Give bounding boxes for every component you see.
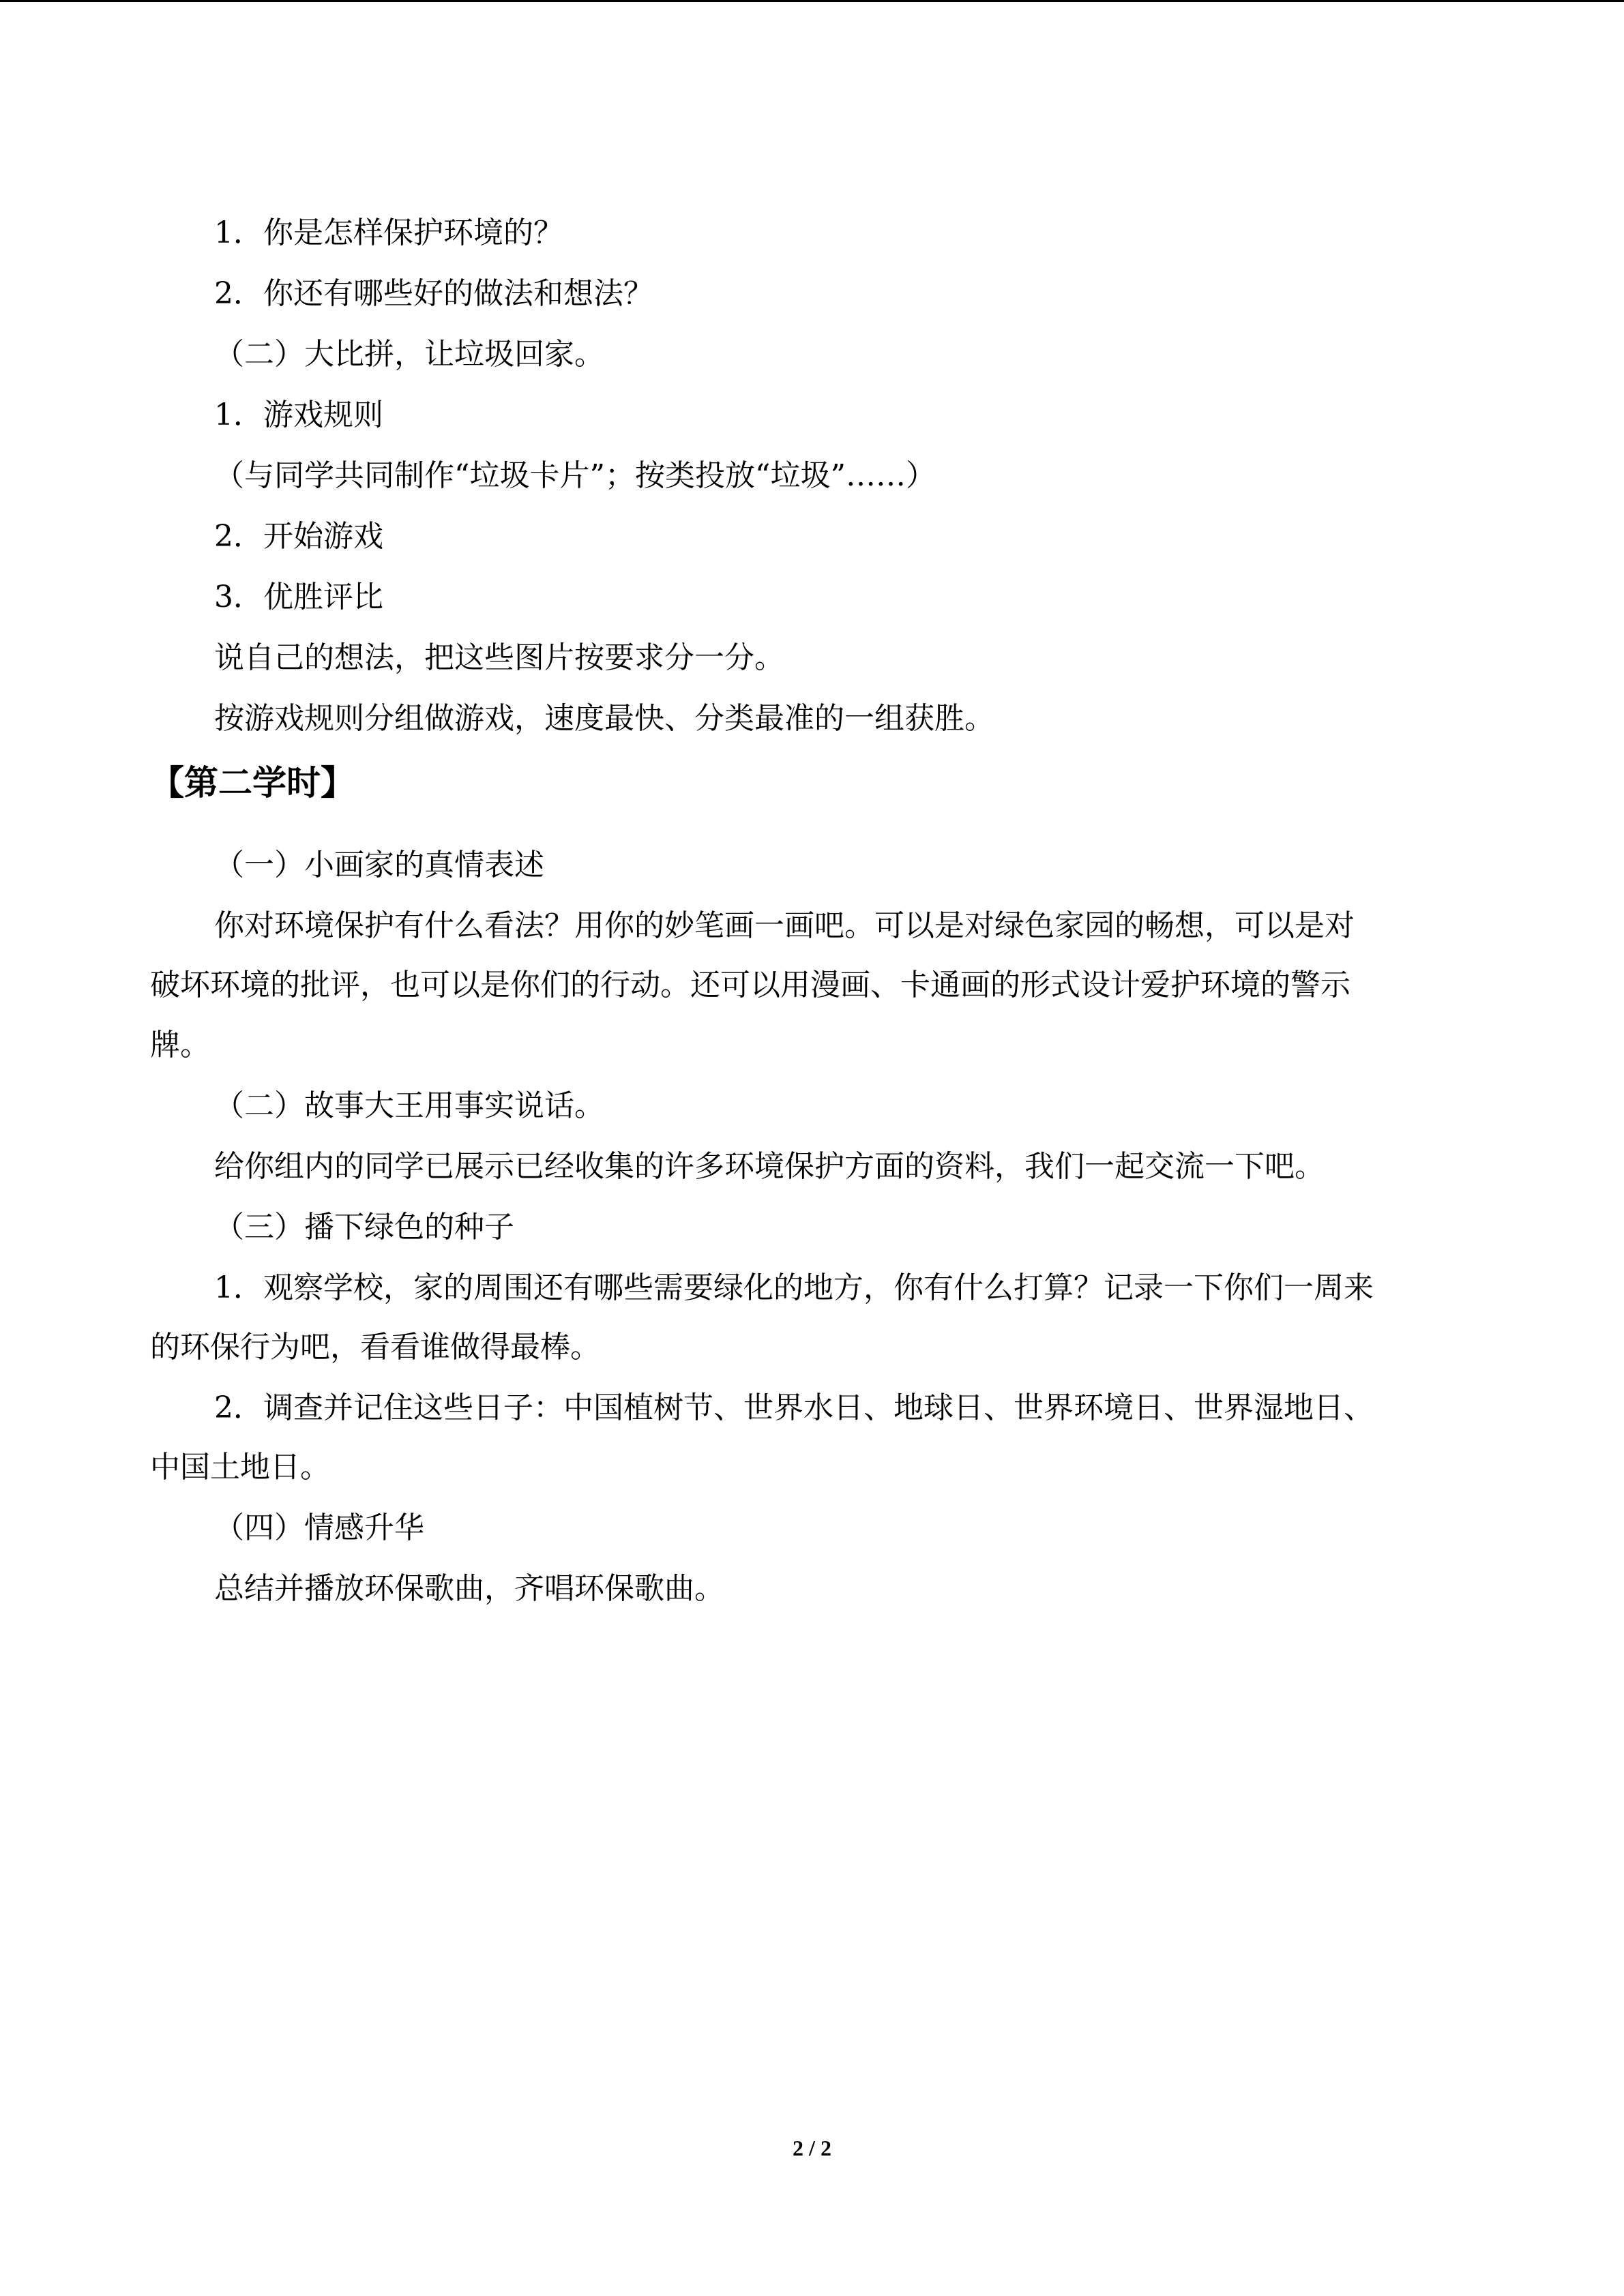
subsection-little-painter: （一）小画家的真情表述 — [214, 848, 544, 882]
subsection-emotional: （四）情感升华 — [214, 1510, 424, 1545]
section-title-second-lesson: 【第二学时】 — [150, 763, 355, 803]
paragraph-group-game: 按游戏规则分组做游戏，速度最快、分类最准的一组获胜。 — [214, 701, 994, 736]
section-heading-competition: （二）大比拼，让垃圾回家。 — [214, 337, 604, 372]
game-rules-detail: （与同学共同制作“垃圾卡片”；按类投放“垃圾”……） — [214, 458, 936, 493]
paragraph-draw-line-3: 牌。 — [150, 1028, 210, 1062]
paragraph-draw-line-2: 破坏环境的批评，也可以是你们的行动。还可以用漫画、卡通画的形式设计爱护环境的警示 — [150, 968, 1350, 1002]
page-number: 2 / 2 — [793, 2136, 831, 2160]
paragraph-share-materials: 给你组内的同学已展示已经收集的许多环境保护方面的资料，我们一起交流一下吧。 — [214, 1149, 1325, 1184]
subsection-green-seeds: （三）播下绿色的种子 — [214, 1210, 514, 1244]
list-item-protect-environment: 1．你是怎样保护环境的？ — [214, 215, 563, 250]
paragraph-observe-line-1: 1．观察学校，家的周围还有哪些需要绿化的地方，你有什么打算？记录一下你们一周来 — [214, 1270, 1374, 1305]
list-item-game-rules: 1．游戏规则 — [214, 398, 383, 432]
paragraph-dates-line-1: 2．调查并记住这些日子：中国植树节、世界水日、地球日、世界环境日、世界湿地日、 — [214, 1390, 1374, 1425]
subsection-story-king: （二）故事大王用事实说话。 — [214, 1088, 604, 1123]
paragraph-dates-line-2: 中国土地日。 — [150, 1450, 330, 1485]
list-item-evaluation: 3．优胜评比 — [214, 580, 383, 614]
paragraph-summary-songs: 总结并播放环保歌曲，齐唱环保歌曲。 — [214, 1571, 724, 1606]
list-item-start-game: 2．开始游戏 — [214, 519, 383, 554]
paragraph-share-ideas: 说自己的想法，把这些图片按要求分一分。 — [214, 640, 784, 675]
paragraph-observe-line-2: 的环保行为吧，看看谁做得最棒。 — [150, 1330, 600, 1365]
list-item-other-ideas: 2．你还有哪些好的做法和想法？ — [214, 276, 653, 311]
paragraph-draw-line-1: 你对环境保护有什么看法？用你的妙笔画一画吧。可以是对绿色家园的畅想，可以是对 — [214, 908, 1355, 943]
